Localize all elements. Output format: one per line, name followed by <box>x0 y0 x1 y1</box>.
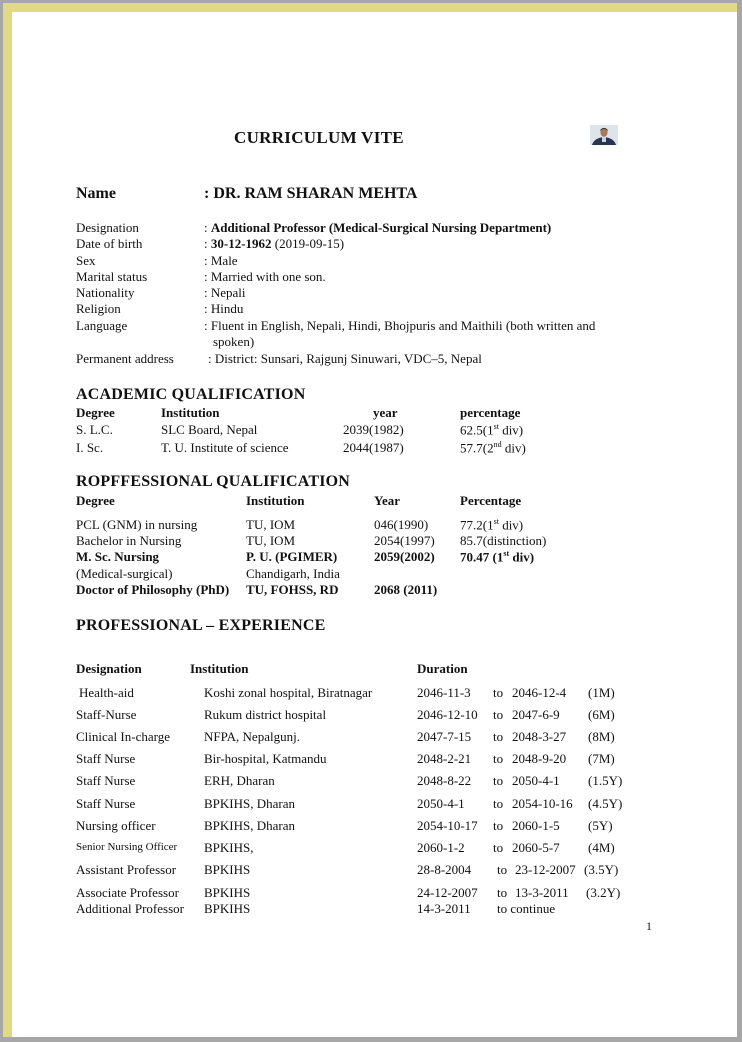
exp-row-length: (1.5Y) <box>588 773 623 788</box>
nationality-label: Nationality <box>76 285 135 300</box>
exp-row-to: to <box>493 840 504 855</box>
pq-row-year: 046(1990) <box>374 517 429 532</box>
dob-label: Date of birth <box>76 236 143 251</box>
exp-row-to: to <box>493 707 504 722</box>
permanent-address-label: Permanent address <box>76 351 174 366</box>
exp-row-end: 2060-5-7 <box>512 840 560 855</box>
exp-row-length: (1M) <box>588 685 615 700</box>
exp-row-designation: Staff Nurse <box>76 773 136 788</box>
exp-row-to: to <box>493 773 504 788</box>
exp-row-from: 24-12-2007 <box>417 885 478 900</box>
academic-row-percentage: 62.5(1st div) <box>460 422 524 438</box>
exp-row-designation: Health-aid <box>79 685 134 700</box>
academic-col-institution: Institution <box>161 405 220 420</box>
language-value: : Fluent in English, Nepali, Hindi, Bhojpuris and Maithili (both written and <box>204 318 596 333</box>
exp-row-end: 2060-1-5 <box>512 818 560 833</box>
pq-row-institution: TU, FOHSS, RD <box>246 582 339 597</box>
dob-value: : 30-12-1962 (2019-09-15) <box>204 236 345 251</box>
exp-col-designation: Designation <box>76 661 142 676</box>
exp-row-institution: Rukum district hospital <box>204 707 327 722</box>
exp-row-to: to <box>493 729 504 744</box>
exp-row-length: (3.2Y) <box>586 885 621 900</box>
exp-row-length: (8M) <box>588 729 615 744</box>
marital-status-value: : Married with one son. <box>204 269 326 284</box>
sex-value: : Male <box>204 253 238 268</box>
academic-row-year: 2039(1982) <box>343 422 404 437</box>
exp-row-length: (4M) <box>588 840 615 855</box>
pq-row-year: 2054(1997) <box>374 533 435 548</box>
exp-row-from: 2050-4-1 <box>417 796 465 811</box>
exp-row-institution: BPKIHS, Dharan <box>204 796 295 811</box>
name-value: : DR. RAM SHARAN MEHTA <box>204 185 418 202</box>
academic-row-degree: I. Sc. <box>76 440 104 455</box>
pq-row-year: 2068 (2011) <box>374 582 438 597</box>
exp-col-duration: Duration <box>417 661 468 676</box>
exp-row-designation: Associate Professor <box>76 885 179 900</box>
exp-row-institution: BPKIHS <box>204 901 251 916</box>
academic-row-degree: S. L.C. <box>76 422 113 437</box>
exp-row-to: to <box>497 862 508 877</box>
exp-row-institution: Koshi zonal hospital, Biratnagar <box>204 685 373 700</box>
exp-row-end: 2047-6-9 <box>512 707 560 722</box>
exp-row-length: (4.5Y) <box>588 796 623 811</box>
exp-row-from: 2046-11-3 <box>417 685 471 700</box>
exp-row-from: 2046-12-10 <box>417 707 478 722</box>
academic-heading: ACADEMIC QUALIFICATION <box>76 386 306 403</box>
designation-label: Designation <box>76 220 139 235</box>
exp-row-to: to <box>493 796 504 811</box>
pq-row-institution: Chandigarh, India <box>246 566 340 581</box>
exp-row-length: (6M) <box>588 707 615 722</box>
exp-row-from: 2054-10-17 <box>417 818 478 833</box>
academic-row-percentage: 57.7(2nd div) <box>460 440 526 456</box>
exp-row-to: to continue <box>497 901 556 916</box>
academic-col-degree: Degree <box>76 405 115 420</box>
pq-col-percentage: Percentage <box>460 493 522 508</box>
academic-row-institution: T. U. Institute of science <box>161 440 289 455</box>
exp-row-from: 2047-7-15 <box>417 729 472 744</box>
language-label: Language <box>76 318 128 333</box>
academic-col-percentage: percentage <box>460 405 521 420</box>
exp-row-institution: Bir-hospital, Katmandu <box>204 751 327 766</box>
pq-row-year: 2059(2002) <box>374 549 435 564</box>
exp-row-designation: Staff Nurse <box>76 751 136 766</box>
pq-row-degree: M. Sc. Nursing <box>76 549 160 564</box>
pq-row-percentage: 85.7(distinction) <box>460 533 547 548</box>
exp-col-institution: Institution <box>190 661 249 676</box>
exp-row-to: to <box>497 885 508 900</box>
designation-value: : Additional Professor (Medical-Surgical Nursing Department) <box>204 220 552 235</box>
exp-row-from: 2060-1-2 <box>417 840 465 855</box>
exp-row-from: 2048-2-21 <box>417 751 472 766</box>
pq-row-institution: TU, IOM <box>246 517 296 532</box>
page-number: 1 <box>646 919 652 933</box>
exp-row-institution: BPKIHS, <box>204 840 254 855</box>
exp-row-institution: ERH, Dharan <box>204 773 275 788</box>
exp-row-designation: Nursing officer <box>76 818 156 833</box>
pq-row-degree: Bachelor in Nursing <box>76 533 182 548</box>
religion-value: : Hindu <box>204 301 244 316</box>
exp-row-institution: BPKIHS, Dharan <box>204 818 295 833</box>
experience-heading: PROFESSIONAL – EXPERIENCE <box>76 617 326 634</box>
name-label: Name <box>76 185 116 202</box>
pq-row-degree: PCL (GNM) in nursing <box>76 517 198 532</box>
religion-label: Religion <box>76 301 121 316</box>
exp-row-length: (7M) <box>588 751 615 766</box>
exp-row-designation: Clinical In-charge <box>76 729 170 744</box>
document-title: CURRICULUM VITE <box>234 128 404 147</box>
exp-row-end: 2054-10-16 <box>512 796 573 811</box>
exp-row-institution: NFPA, Nepalgunj. <box>204 729 300 744</box>
exp-row-from: 2048-8-22 <box>417 773 472 788</box>
pq-col-year: Year <box>374 493 400 508</box>
pq-row-institution: P. U. (PGIMER) <box>246 549 338 564</box>
document-page <box>12 12 737 1037</box>
pq-col-institution: Institution <box>246 493 305 508</box>
exp-row-end: 13-3-2011 <box>515 885 569 900</box>
marital-status-label: Marital status <box>76 269 148 284</box>
exp-row-to: to <box>493 685 504 700</box>
exp-row-designation: Senior Nursing Officer <box>76 841 178 853</box>
exp-row-end: 2048-9-20 <box>512 751 567 766</box>
page-frame <box>3 3 737 1037</box>
pq-row-degree: Doctor of Philosophy (PhD) <box>76 582 230 597</box>
exp-row-end: 23-12-2007 <box>515 862 576 877</box>
pq-row-percentage: 70.47 (1st div) <box>460 549 535 565</box>
sex-label: Sex <box>76 253 96 268</box>
exp-row-end: 2050-4-1 <box>512 773 560 788</box>
nationality-value: : Nepali <box>204 285 246 300</box>
academic-col-year: year <box>373 405 398 420</box>
exp-row-end: 2046-12-4 <box>512 685 567 700</box>
language-value-continued: spoken) <box>213 334 255 349</box>
exp-row-to: to <box>493 818 504 833</box>
exp-row-from: 14-3-2011 <box>417 901 471 916</box>
exp-row-institution: BPKIHS <box>204 885 251 900</box>
exp-row-institution: BPKIHS <box>204 862 251 877</box>
exp-row-designation: Staff Nurse <box>76 796 136 811</box>
exp-row-to: to <box>493 751 504 766</box>
exp-row-designation: Staff-Nurse <box>76 707 137 722</box>
exp-row-length: (5Y) <box>588 818 613 833</box>
exp-row-length: (3.5Y) <box>584 862 619 877</box>
pq-row-institution: TU, IOM <box>246 533 296 548</box>
academic-row-institution: SLC Board, Nepal <box>161 422 258 437</box>
exp-row-designation: Additional Professor <box>76 901 184 916</box>
pq-row-percentage: 77.2(1st div) <box>460 517 524 533</box>
permanent-address-value: : District: Sunsari, Rajgunj Sinuwari, VDC–5, Nepal <box>208 351 482 366</box>
professional-qualification-heading: ROPFFESSIONAL QUALIFICATION <box>76 473 351 490</box>
pq-row-degree: (Medical-surgical) <box>76 566 173 581</box>
exp-row-end: 2048-3-27 <box>512 729 567 744</box>
pq-col-degree: Degree <box>76 493 115 508</box>
academic-row-year: 2044(1987) <box>343 440 404 455</box>
profile-photo <box>590 125 618 145</box>
exp-row-from: 28-8-2004 <box>417 862 472 877</box>
exp-row-designation: Assistant Professor <box>76 862 177 877</box>
